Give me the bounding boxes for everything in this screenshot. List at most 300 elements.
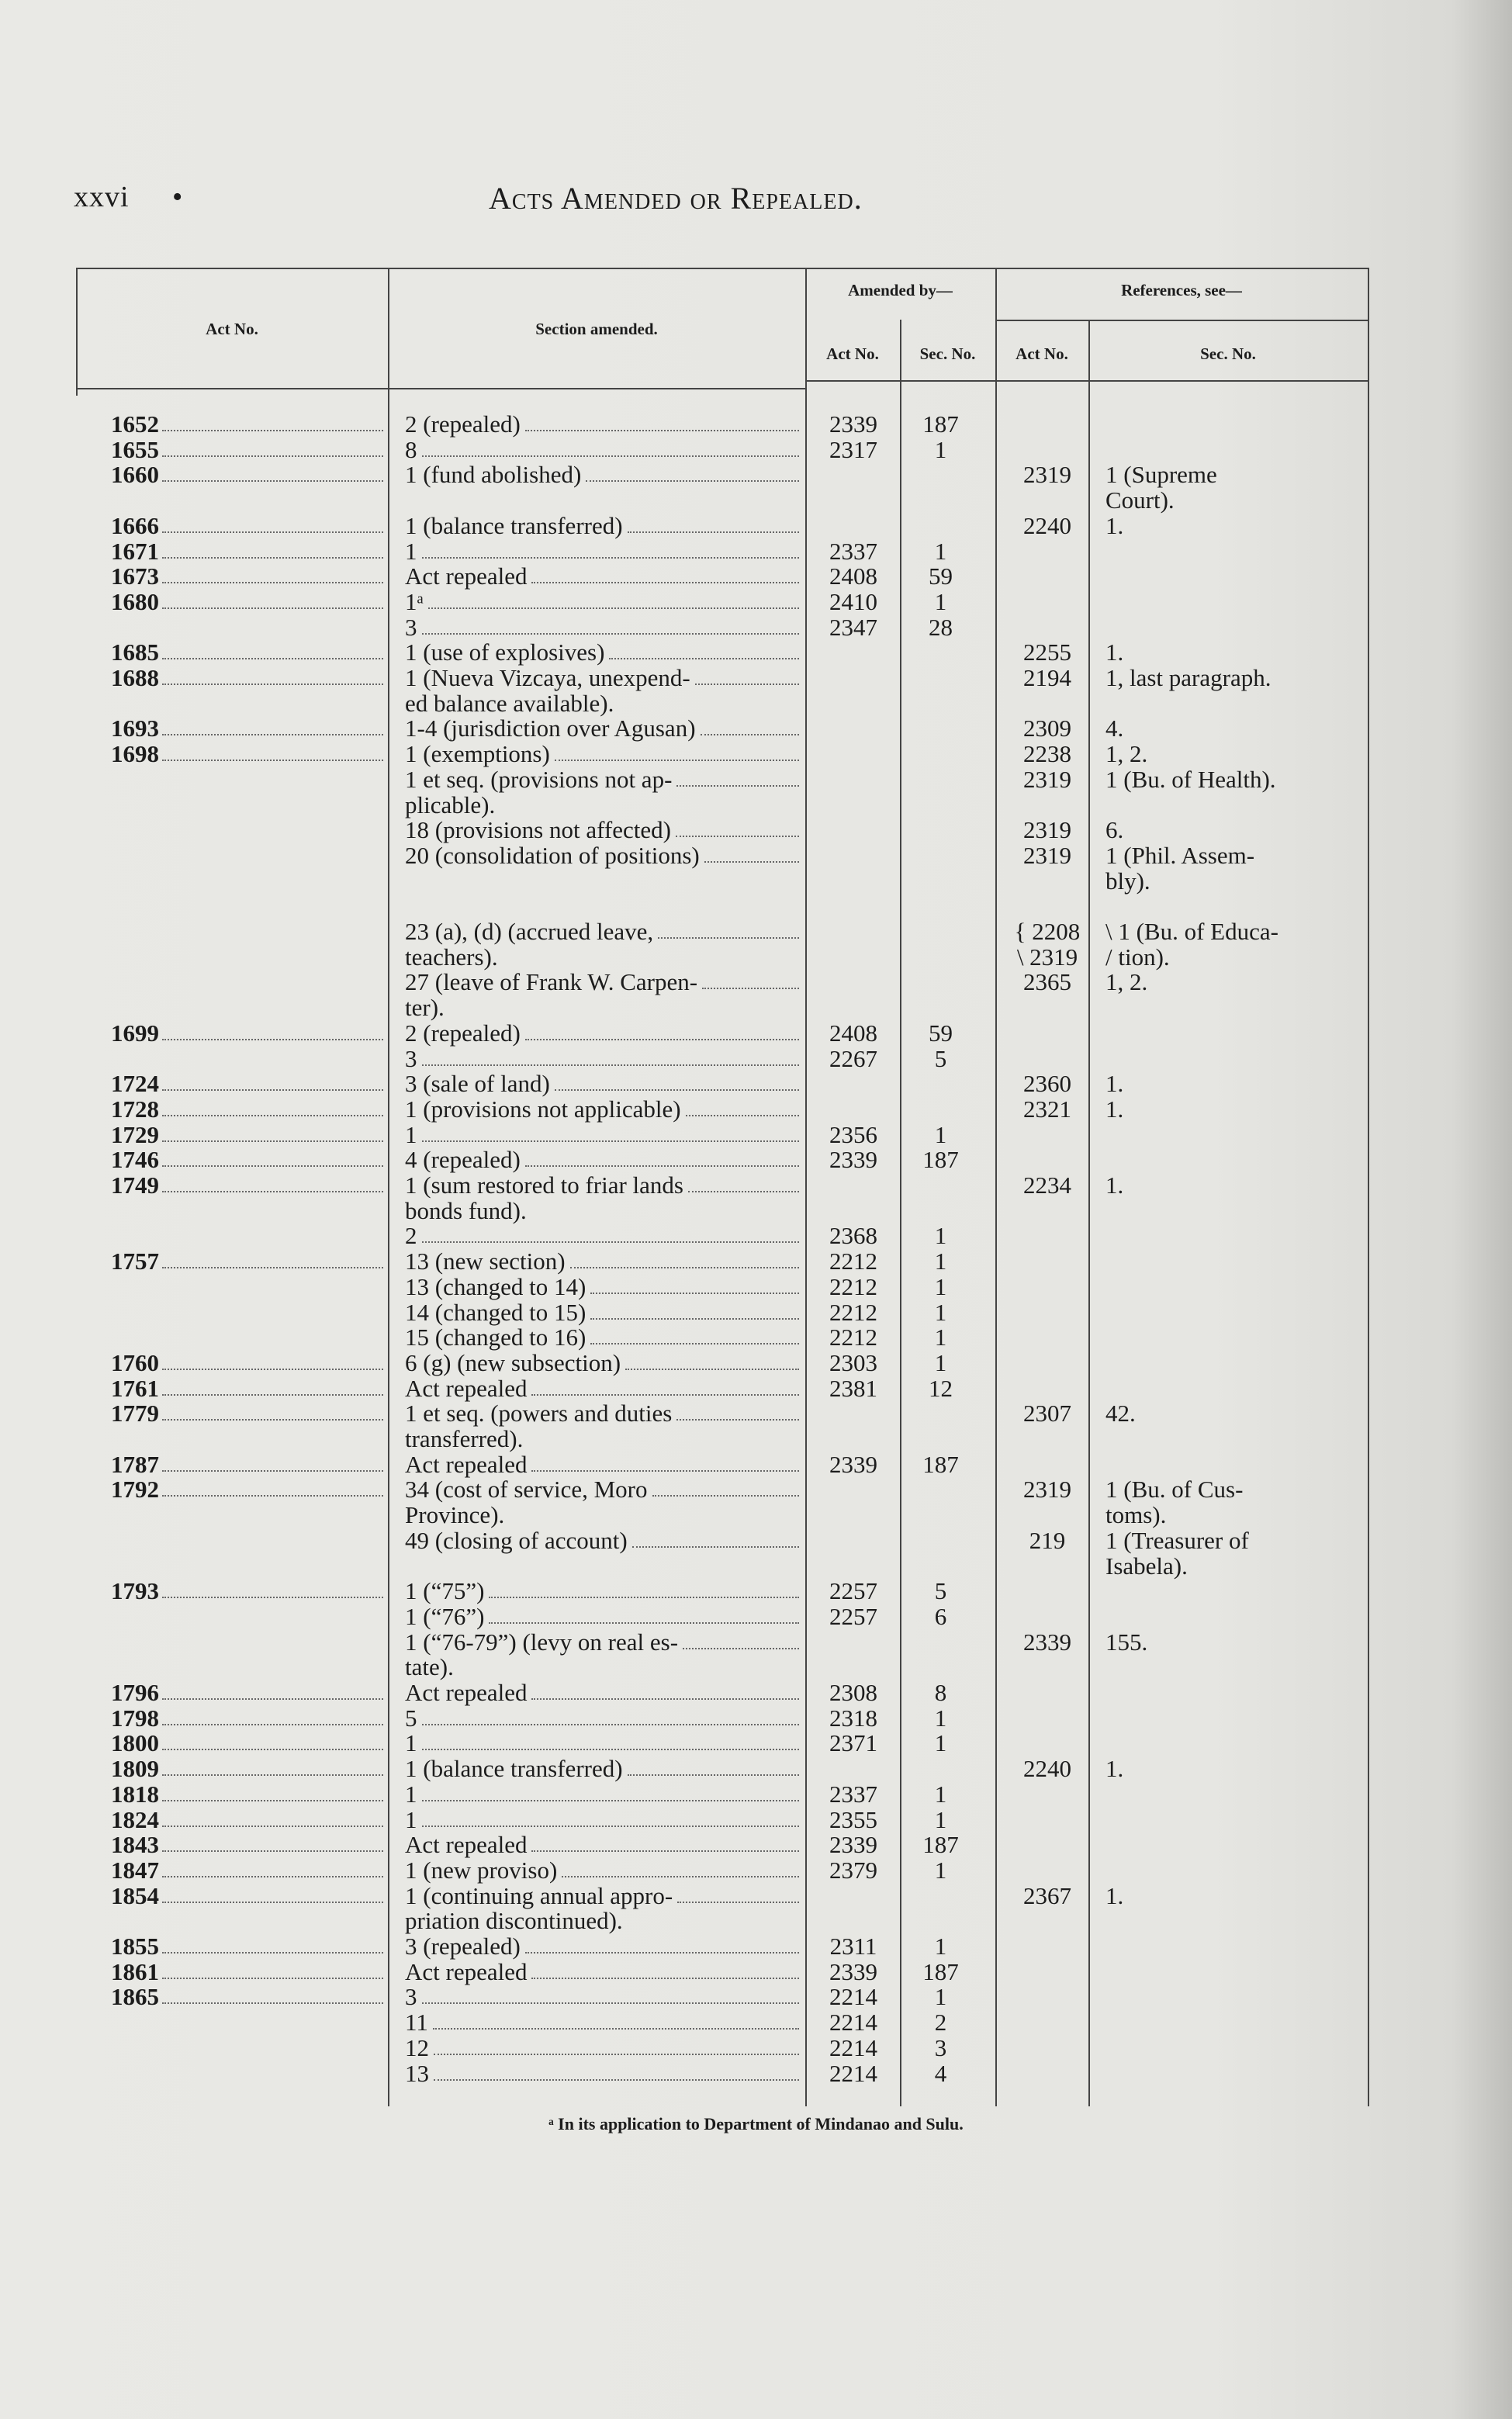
reference-sec-cell: 42.	[1105, 1400, 1136, 1428]
amended-by-act-cell: 2410	[829, 587, 877, 615]
dot-leader	[677, 1902, 799, 1903]
table-row	[0, 1400, 1512, 1426]
reference-act-cell: 2339	[1023, 1628, 1071, 1656]
act-no-cell: 1685	[111, 638, 159, 666]
act-no-cell: 1688	[111, 664, 159, 691]
dot-leader	[525, 430, 799, 431]
reference-act-cell: 2255	[1023, 638, 1071, 666]
section-amended-cell: 13 (changed to 14)	[405, 1272, 586, 1300]
dot-leader	[695, 683, 799, 685]
dot-leader	[609, 658, 799, 659]
section-amended-cell: 1 (Nueva Vizcaya, unexpend-	[405, 664, 690, 691]
act-no-cell: 1655	[111, 435, 159, 463]
section-amended-cell: 6 (g) (new subsection)	[405, 1348, 621, 1376]
amended-by-act-cell: 2267	[829, 1044, 877, 1072]
amended-by-sec-cell: 1	[934, 537, 947, 565]
dot-leader	[162, 480, 383, 482]
col-header-ref-sec-no: Sec. No.	[1200, 344, 1256, 363]
section-amended-cell: 2	[405, 1222, 417, 1250]
reference-act-cell: 2319	[1023, 461, 1071, 489]
act-no-cell: 1779	[111, 1400, 159, 1428]
section-amended-cell: 8	[405, 435, 417, 463]
reference-sec-cell: 1.	[1105, 1095, 1124, 1123]
amended-by-act-cell: 2212	[829, 1324, 877, 1351]
act-no-cell: 1861	[111, 1957, 159, 1985]
act-no-cell: 1724	[111, 1070, 159, 1098]
amended-by-sec-cell: 2	[934, 2009, 947, 2037]
table-row	[0, 817, 1512, 843]
amended-by-sec-cell: 8	[934, 1679, 947, 1706]
table-row	[0, 1198, 1512, 1223]
amended-by-sec-cell: 5	[934, 1044, 947, 1072]
section-amended-cell: 1 (new proviso)	[405, 1856, 558, 1884]
section-amended-cell: 1	[405, 1780, 417, 1808]
reference-act-cell: 2240	[1023, 1755, 1071, 1783]
act-no-cell: 1824	[111, 1805, 159, 1833]
act-no-cell: 1787	[111, 1450, 159, 1478]
dot-leader	[162, 557, 383, 559]
dot-leader	[162, 1597, 383, 1598]
section-amended-cell: 1 (provisions not applicable)	[405, 1095, 681, 1123]
amended-by-sec-cell: 1	[934, 1222, 947, 1250]
section-amended-cell: Province).	[405, 1501, 505, 1529]
dot-leader	[628, 1774, 799, 1776]
dot-leader	[525, 1039, 799, 1040]
reference-act-cell: 2319	[1023, 1476, 1071, 1504]
section-amended-cell: 1 (“75”)	[405, 1577, 485, 1605]
col-header-amended-sec-no: Sec. No.	[919, 344, 976, 363]
amended-by-sec-cell: 28	[929, 613, 953, 641]
table-row	[0, 1299, 1512, 1325]
reference-sec-cell: 1 (Supreme	[1105, 461, 1217, 489]
table-row	[0, 538, 1512, 564]
table-row	[0, 1680, 1512, 1705]
reference-act-cell: 2360	[1023, 1070, 1071, 1098]
table-row	[0, 1730, 1512, 1756]
reference-sec-cell: Isabela).	[1105, 1552, 1188, 1580]
section-amended-cell: Act repealed	[405, 1957, 528, 1985]
dot-leader	[162, 1267, 383, 1268]
page-title: Acts Amended or Repealed.	[489, 181, 863, 216]
table-row	[0, 1629, 1512, 1655]
section-amended-cell: 13	[405, 2059, 429, 2087]
act-no-cell: 1798	[111, 1704, 159, 1732]
dot-leader	[531, 1978, 799, 1979]
section-amended-cell: 23 (a), (d) (accrued leave,	[405, 918, 654, 945]
table-row	[0, 487, 1512, 513]
amended-by-act-cell: 2339	[829, 1146, 877, 1174]
dot-leader	[658, 937, 799, 939]
reference-act-cell: 2234	[1023, 1171, 1071, 1199]
table-row	[0, 893, 1512, 919]
reference-act-cell: { 2208	[1014, 918, 1081, 945]
section-amended-cell: 1 (fund abolished)	[405, 461, 582, 489]
table-row	[0, 715, 1512, 741]
table-row	[0, 1172, 1512, 1198]
table-row	[0, 1781, 1512, 1807]
table-row	[0, 1984, 1512, 2009]
table-row	[0, 995, 1512, 1020]
dot-leader	[162, 1825, 383, 1827]
dot-leader	[162, 455, 383, 457]
section-amended-cell: 3 (repealed)	[405, 1933, 521, 1960]
reference-act-cell: 2319	[1023, 841, 1071, 869]
table-row	[0, 1046, 1512, 1071]
amended-by-act-cell: 2214	[829, 2009, 877, 2037]
amended-by-act-cell: 2317	[829, 435, 877, 463]
amended-by-act-cell: 2214	[829, 2033, 877, 2061]
amended-by-sec-cell: 4	[934, 2059, 947, 2087]
dot-leader	[162, 1749, 383, 1750]
reference-sec-cell: 1.	[1105, 1070, 1124, 1098]
act-no-cell: 1699	[111, 1019, 159, 1047]
col-header-amended-by: Amended by—	[848, 281, 953, 299]
reference-sec-cell: 4.	[1105, 715, 1124, 742]
amended-by-act-cell: 2214	[829, 2059, 877, 2087]
section-amended-cell: bonds fund).	[405, 1196, 527, 1224]
act-no-cell: 1847	[111, 1856, 159, 1884]
table-row	[0, 1883, 1512, 1909]
dot-leader	[531, 1394, 799, 1396]
dot-leader	[162, 760, 383, 761]
dot-leader	[686, 1115, 799, 1116]
dot-leader	[162, 658, 383, 659]
reference-sec-cell: 1 (Phil. Assem-	[1105, 841, 1255, 869]
amended-by-sec-cell: 5	[934, 1577, 947, 1605]
amended-by-act-cell: 2408	[829, 562, 877, 590]
dot-leader	[422, 1724, 800, 1725]
dot-leader	[162, 1140, 383, 1142]
table-row	[0, 969, 1512, 995]
amended-by-act-cell: 2355	[829, 1805, 877, 1833]
section-amended-cell: 3	[405, 1044, 417, 1072]
section-amended-cell: 1 (sum restored to friar lands	[405, 1171, 683, 1199]
reference-sec-cell: 1 (Bu. of Health).	[1105, 765, 1276, 793]
amended-by-act-cell: 2339	[829, 1957, 877, 1985]
section-amended-cell: 2 (repealed)	[405, 410, 521, 438]
amended-by-sec-cell: 1	[934, 1348, 947, 1376]
act-no-cell: 1760	[111, 1348, 159, 1376]
dot-leader	[162, 1191, 383, 1192]
reference-sec-cell: bly).	[1105, 867, 1150, 895]
section-amended-cell: tate).	[405, 1653, 454, 1681]
act-no-cell: 1809	[111, 1755, 159, 1783]
section-amended-cell: 1 (continuing annual appro-	[405, 1881, 673, 1909]
act-no-cell: 1792	[111, 1476, 159, 1504]
table-row	[0, 843, 1512, 868]
dot-leader	[590, 1343, 799, 1344]
amended-by-sec-cell: 1	[934, 1298, 947, 1326]
table-row	[0, 1071, 1512, 1096]
dot-leader	[162, 1978, 383, 1979]
table-row	[0, 1350, 1512, 1376]
dot-leader	[422, 633, 800, 635]
dot-leader	[701, 734, 799, 735]
dot-leader	[162, 1902, 383, 1903]
reference-act-cell: 2309	[1023, 715, 1071, 742]
table-row	[0, 1959, 1512, 1985]
amended-by-sec-cell: 1	[934, 1272, 947, 1300]
table-row	[0, 767, 1512, 792]
section-amended-cell: 3 (sale of land)	[405, 1070, 550, 1098]
act-no-cell: 1652	[111, 410, 159, 438]
table-row	[0, 1857, 1512, 1883]
section-amended-cell: Act repealed	[405, 1450, 528, 1478]
reference-act-cell: 2321	[1023, 1095, 1071, 1123]
reference-act-cell: 2319	[1023, 765, 1071, 793]
dot-leader	[162, 1089, 383, 1091]
amended-by-sec-cell: 1	[934, 1856, 947, 1884]
act-no-cell: 1793	[111, 1577, 159, 1605]
act-no-cell: 1796	[111, 1679, 159, 1706]
reference-sec-cell: toms).	[1105, 1501, 1167, 1529]
table-row	[0, 1908, 1512, 1933]
amended-by-sec-cell: 1	[934, 1729, 947, 1757]
act-no-cell: 1865	[111, 1983, 159, 2011]
act-no-cell: 1666	[111, 511, 159, 539]
table-row	[0, 411, 1512, 437]
act-no-cell: 1673	[111, 562, 159, 590]
table-row	[0, 1452, 1512, 1477]
dot-leader	[422, 455, 800, 457]
section-amended-cell: 1 (exemptions)	[405, 740, 550, 768]
act-no-cell: 1854	[111, 1881, 159, 1909]
amended-by-act-cell: 2371	[829, 1729, 877, 1757]
dot-leader	[434, 2054, 799, 2055]
reference-sec-cell: 1, 2.	[1105, 968, 1148, 996]
reference-sec-cell: 1, 2.	[1105, 740, 1148, 768]
dot-leader	[422, 1241, 800, 1243]
section-amended-cell: 12	[405, 2033, 429, 2061]
amended-by-act-cell: 2379	[829, 1856, 877, 1884]
section-amended-cell: 14 (changed to 15)	[405, 1298, 586, 1326]
table-row	[0, 639, 1512, 665]
amended-by-act-cell: 2337	[829, 537, 877, 565]
act-no-cell: 1843	[111, 1831, 159, 1859]
dot-leader	[162, 734, 383, 735]
amended-by-act-cell: 2318	[829, 1704, 877, 1732]
dot-leader	[525, 1165, 799, 1167]
amended-by-sec-cell: 3	[934, 2033, 947, 2061]
table-row	[0, 1502, 1512, 1528]
section-amended-cell: ter).	[405, 994, 445, 1022]
act-no-cell: 1728	[111, 1095, 159, 1123]
amended-by-sec-cell: 187	[922, 1450, 959, 1478]
dot-leader	[162, 1495, 383, 1497]
amended-by-act-cell: 2257	[829, 1577, 877, 1605]
table-row	[0, 1832, 1512, 1857]
reference-sec-cell: 6.	[1105, 816, 1124, 844]
table-row	[0, 2009, 1512, 2035]
dot-leader	[422, 1800, 800, 1801]
section-amended-cell: 1 (“76-79”) (levy on real es-	[405, 1628, 679, 1656]
act-no-cell: 1671	[111, 537, 159, 565]
act-no-cell: 1746	[111, 1146, 159, 1174]
amended-by-sec-cell: 1	[934, 587, 947, 615]
dot-leader	[422, 557, 800, 559]
amended-by-act-cell: 2212	[829, 1272, 877, 1300]
table-row	[0, 563, 1512, 589]
reference-sec-cell: 1.	[1105, 1755, 1124, 1783]
table-row	[0, 1426, 1512, 1452]
dot-leader	[586, 480, 799, 482]
dot-leader	[676, 785, 799, 787]
section-amended-cell: 1ᵃ	[405, 587, 424, 615]
page-number: xxvi	[74, 181, 130, 213]
amended-by-sec-cell: 1	[934, 1805, 947, 1833]
reference-sec-cell: \ 1 (Bu. of Educa-	[1105, 918, 1278, 945]
reference-act-cell: 2319	[1023, 816, 1071, 844]
table-row	[0, 1553, 1512, 1579]
table-row	[0, 690, 1512, 716]
table-row	[0, 1654, 1512, 1680]
amended-by-act-cell: 2381	[829, 1374, 877, 1402]
col-header-act-no: Act No.	[206, 320, 258, 338]
reference-sec-cell: 1, last paragraph.	[1105, 664, 1272, 691]
dot-leader	[162, 2002, 383, 2004]
section-amended-cell: 49 (closing of account)	[405, 1526, 628, 1554]
section-amended-cell: 1 (balance transferred)	[405, 1755, 623, 1783]
dot-leader	[531, 1850, 799, 1852]
reference-sec-cell: Court).	[1105, 486, 1175, 514]
table-row	[0, 665, 1512, 690]
section-amended-cell: 1 et seq. (powers and duties	[405, 1400, 673, 1428]
dot-leader	[422, 1140, 800, 1142]
dot-leader	[162, 1165, 383, 1167]
section-amended-cell: ed balance available).	[405, 689, 614, 717]
amended-by-sec-cell: 187	[922, 410, 959, 438]
amended-by-sec-cell: 187	[922, 1831, 959, 1859]
table-row	[0, 944, 1512, 970]
amended-by-sec-cell: 1	[934, 1248, 947, 1275]
dot-leader	[688, 1191, 799, 1192]
dot-leader	[162, 1724, 383, 1725]
section-amended-cell: 3	[405, 613, 417, 641]
table-row	[0, 2061, 1512, 2086]
dot-leader	[162, 1850, 383, 1852]
section-amended-cell: plicable).	[405, 791, 496, 818]
col-header-amended-act-no: Act No.	[826, 344, 879, 363]
section-amended-cell: 2 (repealed)	[405, 1019, 521, 1047]
section-amended-cell: 18 (provisions not affected)	[405, 816, 671, 844]
amended-by-act-cell: 2303	[829, 1348, 877, 1376]
section-amended-cell: 34 (cost of service, Moro	[405, 1476, 648, 1504]
dot-leader	[422, 1825, 800, 1827]
amended-by-sec-cell: 1	[934, 1983, 947, 2011]
section-amended-cell: 5	[405, 1704, 417, 1732]
table-row	[0, 2035, 1512, 2061]
act-no-cell: 1818	[111, 1780, 159, 1808]
section-amended-cell: 1	[405, 1729, 417, 1757]
amended-by-act-cell: 2311	[829, 1933, 877, 1960]
amended-by-act-cell: 2339	[829, 410, 877, 438]
table-row	[0, 1020, 1512, 1046]
table-row	[0, 1122, 1512, 1147]
dot-leader	[162, 1774, 383, 1776]
section-amended-cell: Act repealed	[405, 562, 528, 590]
table-row	[0, 1324, 1512, 1350]
dot-leader	[531, 582, 799, 583]
section-amended-cell: Act repealed	[405, 1679, 528, 1706]
dot-leader	[590, 1293, 799, 1294]
table-row	[0, 741, 1512, 767]
amended-by-sec-cell: 1	[934, 435, 947, 463]
dot-leader	[162, 1394, 383, 1396]
reference-act-cell: 219	[1029, 1526, 1066, 1554]
dot-leader	[676, 1419, 799, 1421]
header-ornament: •	[172, 181, 184, 213]
table-row	[0, 1223, 1512, 1248]
dot-leader	[683, 1648, 799, 1649]
amended-by-sec-cell: 187	[922, 1146, 959, 1174]
amended-by-sec-cell: 1	[934, 1324, 947, 1351]
col-header-references: References, see—	[1121, 281, 1242, 299]
section-amended-cell: 1	[405, 1120, 417, 1148]
dot-leader	[162, 531, 383, 533]
dot-leader	[428, 607, 799, 609]
dot-leader	[162, 1470, 383, 1472]
dot-leader	[162, 430, 383, 431]
dot-leader	[162, 1115, 383, 1116]
amended-by-act-cell: 2356	[829, 1120, 877, 1148]
dot-leader	[489, 1597, 799, 1598]
section-amended-cell: Act repealed	[405, 1831, 528, 1859]
section-amended-cell: 13 (new section)	[405, 1248, 566, 1275]
dot-leader	[433, 2028, 799, 2030]
dot-leader	[162, 683, 383, 685]
table-row	[0, 1705, 1512, 1731]
reference-act-cell: 2238	[1023, 740, 1071, 768]
table-row	[0, 513, 1512, 538]
table-row	[0, 614, 1512, 640]
dot-leader	[162, 1039, 383, 1040]
amended-by-act-cell: 2368	[829, 1222, 877, 1250]
act-no-cell: 1698	[111, 740, 159, 768]
section-amended-cell: 4 (repealed)	[405, 1146, 521, 1174]
dot-leader	[162, 607, 383, 609]
table-row	[0, 437, 1512, 462]
section-amended-cell: 1 (“76”)	[405, 1602, 485, 1630]
dot-leader	[590, 1318, 799, 1320]
section-amended-cell: 27 (leave of Frank W. Carpen-	[405, 968, 698, 996]
dot-leader	[628, 531, 799, 533]
section-amended-cell: 1 et seq. (provisions not ap-	[405, 765, 673, 793]
dot-leader	[555, 1089, 799, 1091]
amended-by-act-cell: 2408	[829, 1019, 877, 1047]
dot-leader	[162, 582, 383, 583]
section-amended-cell: 11	[405, 2009, 428, 2037]
amended-by-sec-cell: 1	[934, 1933, 947, 1960]
act-no-cell: 1855	[111, 1933, 159, 1960]
section-amended-cell: transferred).	[405, 1425, 524, 1452]
col-header-ref-act-no: Act No.	[1015, 344, 1068, 363]
act-no-cell: 1680	[111, 587, 159, 615]
dot-leader	[676, 836, 799, 837]
footnote: ᵃ In its application to Department of Mindanao and Sulu.	[548, 2114, 964, 2133]
reference-act-cell: \ 2319	[1016, 943, 1078, 971]
dot-leader	[652, 1495, 800, 1497]
dot-leader	[422, 1064, 800, 1066]
section-amended-cell: 15 (changed to 16)	[405, 1324, 586, 1351]
amended-by-act-cell: 2337	[829, 1780, 877, 1808]
table-row	[0, 1376, 1512, 1401]
reference-sec-cell: 1.	[1105, 511, 1124, 539]
amended-by-act-cell: 2214	[829, 1983, 877, 2011]
reference-act-cell: 2367	[1023, 1881, 1071, 1909]
section-amended-cell: 1	[405, 537, 417, 565]
act-no-cell: 1757	[111, 1248, 159, 1275]
section-amended-cell: Act repealed	[405, 1374, 528, 1402]
